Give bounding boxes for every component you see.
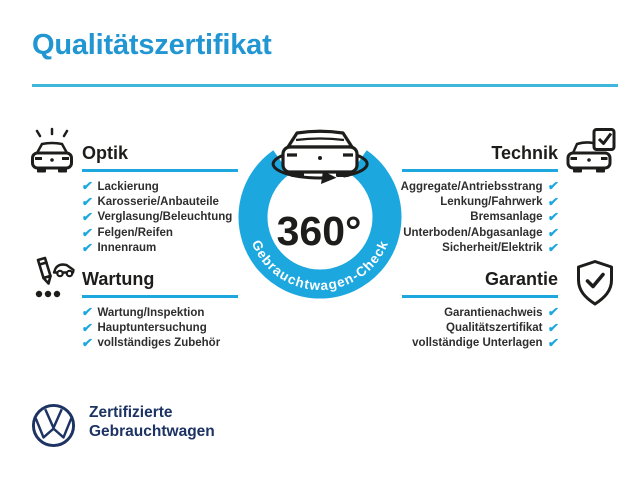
check-list-label: Karosserie/Anbauteile (97, 196, 219, 209)
check-list-label: Aggregate/Antriebsstrang (400, 180, 543, 193)
check-list-item (402, 179, 558, 194)
check-icon: ✔ (81, 210, 94, 225)
check-list-technik (402, 179, 558, 256)
check-list-label: Sicherheit/Elektrik (442, 242, 543, 255)
check-icon: ✔ (81, 179, 94, 194)
check-list-item (82, 305, 238, 320)
section-wartung (82, 268, 238, 351)
section-optik (82, 142, 238, 256)
check-icon: ✔ (81, 241, 94, 255)
check-list-label: vollständiges Zubehör (97, 337, 221, 350)
check-list-item (82, 225, 238, 240)
service-checklist-icon (27, 256, 77, 306)
header-divider (32, 84, 618, 87)
check-list-item (402, 225, 558, 240)
check-list-label: Hauptuntersuchung (97, 322, 207, 335)
ring-label: Gebrauchtwagen-Check (248, 237, 392, 294)
check-list-optik (82, 179, 238, 256)
check-icon: ✔ (81, 225, 94, 240)
brand-line-2: Gebrauchtwagen (89, 423, 215, 440)
check-list-label: Lackierung (97, 180, 159, 193)
check-list-label: Bremsanlage (470, 211, 543, 224)
section-garantie (402, 268, 558, 351)
check-list-label: vollständige Unterlagen (412, 337, 543, 350)
check-list-item (402, 210, 558, 225)
vw-logo (30, 402, 77, 449)
section-rule (82, 295, 238, 298)
check-list-item (82, 210, 238, 225)
car-front-checkbox-icon (565, 128, 617, 176)
check-icon: ✔ (546, 305, 560, 320)
degree-label: 360° (276, 208, 362, 254)
check-list-item (402, 320, 558, 335)
check-list-item (82, 320, 238, 335)
check-list-item (402, 241, 558, 256)
check-list-item (82, 194, 238, 209)
section-title-technik: Technik (491, 143, 558, 163)
check-list-garantie (402, 305, 558, 351)
check-icon: ✔ (546, 320, 560, 335)
check-list-item (82, 336, 238, 351)
check-list-wartung (82, 305, 238, 351)
check-list-label: Innenraum (97, 242, 157, 255)
check-list-item (402, 305, 558, 320)
brand-lockup (89, 403, 215, 441)
check-icon: ✔ (546, 194, 560, 209)
page-title: Qualitätszertifikat (32, 29, 272, 61)
check-list-item (82, 179, 238, 194)
section-title-wartung: Wartung (82, 269, 155, 289)
check-icon: ✔ (546, 179, 560, 194)
check-list-label: Qualitätszertifikat (446, 322, 543, 335)
check-list-label: Lenkung/Fahrwerk (440, 196, 543, 209)
check-icon: ✔ (546, 225, 560, 240)
check-icon: ✔ (81, 305, 94, 320)
check-icon: ✔ (546, 210, 560, 225)
check-icon: ✔ (546, 241, 560, 255)
section-title-garantie: Garantie (484, 269, 558, 289)
check-list-label: Verglasung/Beleuchtung (97, 211, 233, 224)
check-icon: ✔ (81, 320, 94, 335)
shield-check-icon (573, 259, 617, 307)
360-check-badge (225, 106, 415, 316)
check-icon: ✔ (81, 194, 94, 209)
brand-line-1: Zertifizierte (89, 404, 173, 421)
car-front-shine-icon (27, 127, 77, 177)
check-list-item (402, 194, 558, 209)
section-title-optik: Optik (82, 143, 129, 163)
check-list-item (82, 241, 238, 256)
check-icon: ✔ (546, 336, 560, 351)
check-list-label: Wartung/Inspektion (97, 306, 205, 319)
check-list-item (402, 336, 558, 351)
check-list-label: Unterboden/Abgasanlage (403, 226, 543, 239)
check-list-label: Garantienachweis (444, 306, 543, 319)
car-top-icon (283, 131, 357, 177)
section-rule (402, 169, 558, 172)
section-rule (82, 169, 238, 172)
section-technik (402, 142, 558, 256)
section-rule (402, 295, 558, 298)
check-icon: ✔ (81, 336, 94, 351)
check-list-label: Felgen/Reifen (97, 226, 173, 239)
